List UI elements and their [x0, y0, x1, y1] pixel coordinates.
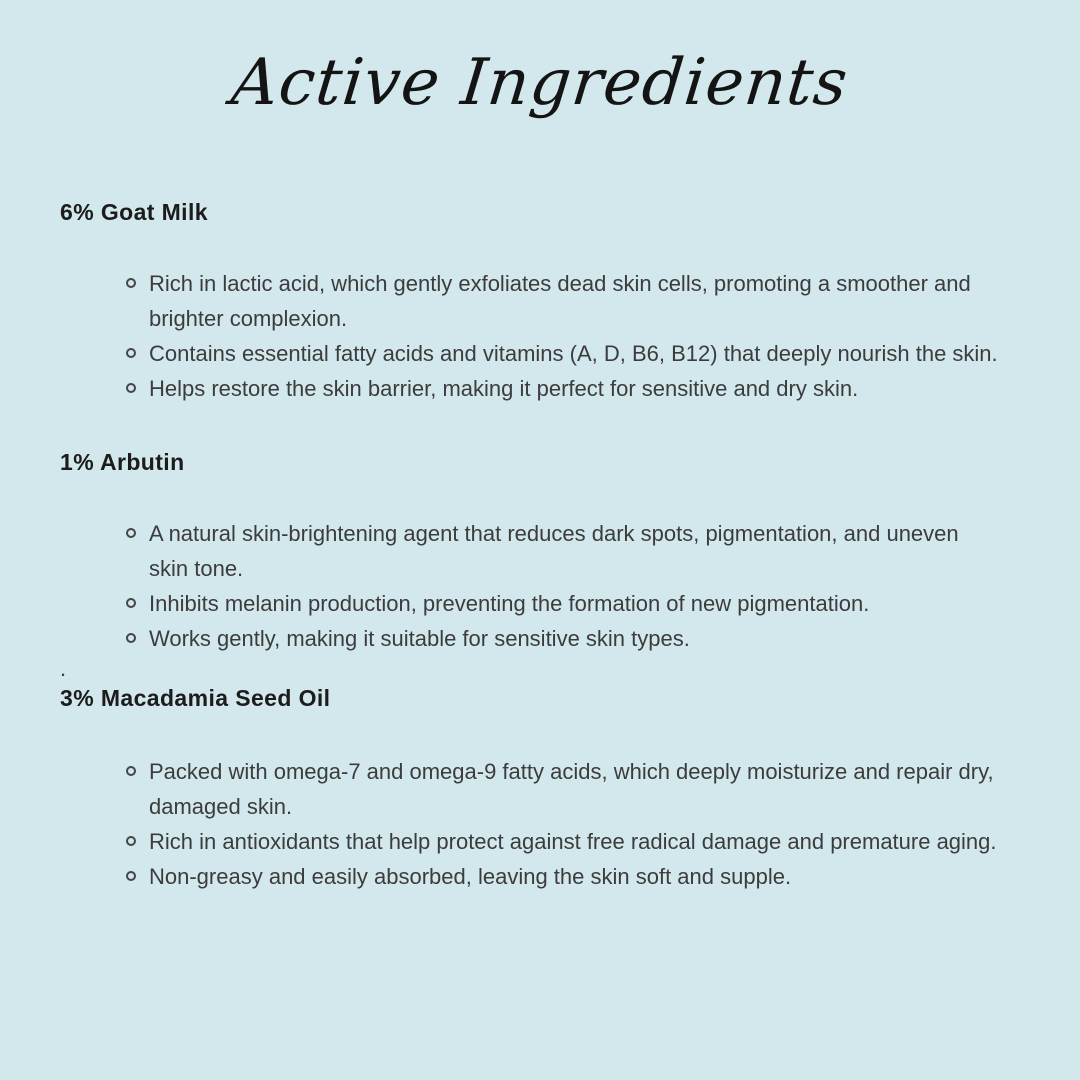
list-item [126, 754, 1020, 824]
section-heading-macadamia-seed-oil: 3% Macadamia Seed Oil [60, 685, 331, 711]
list-item [126, 266, 1020, 336]
bullet-text: Rich in antioxidants that help protect against free radical damage and premature aging. [149, 829, 997, 854]
bullet-circle-icon [126, 766, 136, 776]
bullet-text: Contains essential fatty acids and vitamins (A, D, B6, B12) that deeply nourish the skin. [149, 341, 998, 366]
list-item [126, 371, 1020, 406]
bullet-text: Rich in lactic acid, which gently exfoliates dead skin cells, promoting a smoother and brighter complexion. [149, 271, 971, 331]
stray-dot: . [60, 656, 67, 681]
bullet-list-goat-milk [60, 266, 1020, 406]
list-item [126, 516, 1020, 586]
bullet-list-arbutin [60, 516, 1020, 656]
bullet-text: Non-greasy and easily absorbed, leaving the skin soft and supple. [149, 864, 792, 889]
bullet-text: Works gently, making it suitable for sensitive skin types. [149, 626, 690, 651]
page-title: Active Ingredients [228, 46, 852, 120]
section-heading-goat-milk: 6% Goat Milk [60, 199, 208, 225]
section-macadamia-seed-oil [60, 684, 1020, 894]
bullet-list-macadamia-seed-oil [60, 754, 1020, 894]
bullet-text: A natural skin-brightening agent that reduces dark spots, pigmentation, and uneven skin tone. [149, 521, 959, 581]
section-goat-milk [60, 198, 1020, 406]
bullet-circle-icon [126, 598, 136, 608]
bullet-text: Packed with omega-7 and omega-9 fatty acids, which deeply moisturize and repair dry, damaged skin. [149, 759, 994, 819]
bullet-circle-icon [126, 836, 136, 846]
bullet-circle-icon [126, 348, 136, 358]
bullet-circle-icon [126, 528, 136, 538]
section-arbutin [60, 448, 1020, 656]
bullet-text: Inhibits melanin production, preventing the formation of new pigmentation. [149, 591, 870, 616]
bullet-circle-icon [126, 633, 136, 643]
list-item [126, 336, 1020, 371]
content [0, 198, 1080, 894]
title-area [0, 0, 1080, 152]
list-item [126, 824, 1020, 859]
bullet-circle-icon [126, 383, 136, 393]
bullet-circle-icon [126, 871, 136, 881]
list-item [126, 859, 1020, 894]
bullet-circle-icon [126, 278, 136, 288]
list-item [126, 586, 1020, 621]
bullet-text: Helps restore the skin barrier, making it perfect for sensitive and dry skin. [149, 376, 859, 401]
list-item [126, 621, 1020, 656]
section-heading-arbutin: 1% Arbutin [60, 449, 185, 475]
